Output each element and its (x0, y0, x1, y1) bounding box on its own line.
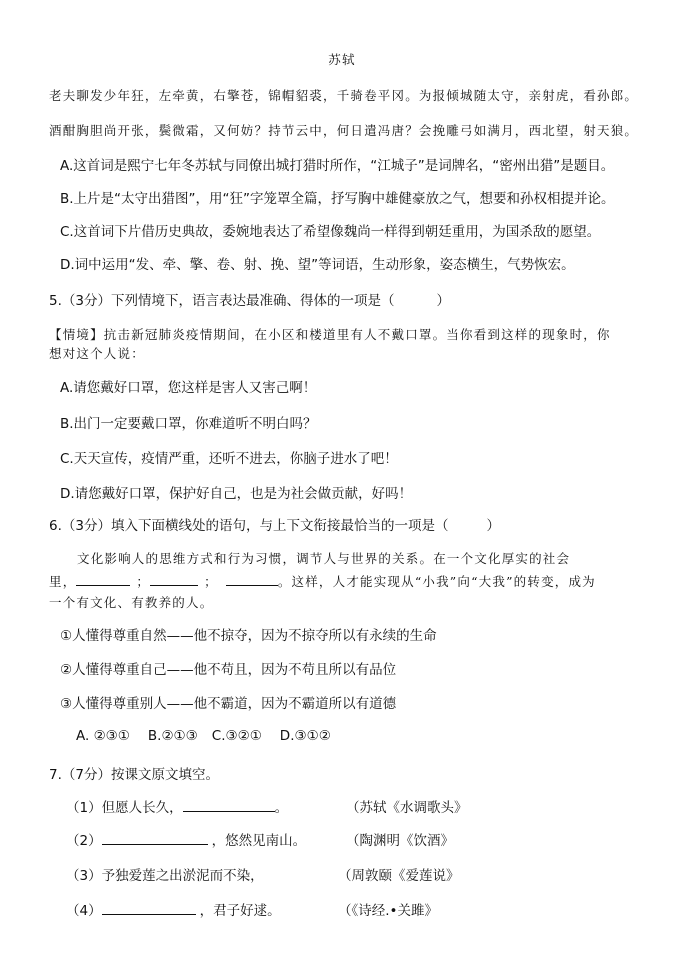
q7-item-2 (66, 829, 306, 849)
q5-context-2: 想对这个人说： (49, 346, 145, 361)
q7-item-1-source: （苏轼《水调歌头》 (346, 800, 468, 816)
q6-blank-3[interactable] (226, 571, 278, 586)
q6-passage-3: 一个有文化、有教养的人。 (49, 595, 214, 610)
q6-stem (49, 514, 500, 534)
q7-item-1-text: （1）但愿人长久， (66, 800, 183, 816)
q5-option-a: A.请您戴好口罩，您这样是害人又害己啊！ (60, 380, 317, 396)
q7-item-2-end: ，悠然见南山。 (211, 833, 307, 849)
q7-item-2-source: （陶渊明《饮酒》 (346, 833, 454, 849)
q6-option-c: C.③②① (211, 728, 262, 744)
q7-item-3-source: （周敦颐《爱莲说》 (338, 868, 460, 884)
poem-line-1: 老夫聊发少年狂，左牵黄，右擎苍，锦帽貂裘，千骑卷平冈。为报倾城随太守，亲射虎，看孙郎。 (49, 88, 639, 103)
q5-stem (49, 289, 450, 309)
q7-blank-2[interactable] (102, 830, 208, 845)
q6-passage-2-end: 。这样，人才能实现从“小我”向“大我”的转变，成为 (277, 574, 596, 589)
q5-stem-end: ） (436, 293, 450, 309)
q6-option-b: B.②①③ (147, 728, 198, 744)
q6-stem-end: ） (486, 518, 500, 534)
q6-stem-text: 6.（3分）填入下面横线处的语句，与上下文衔接最恰当的一项是（ (49, 518, 449, 534)
q4-option-b: B.上片是“太守出猎图”，用“狂”字笼罩全篇，抒写胸中雄健豪放之气，想要和孙权相提并论。 (60, 191, 615, 207)
q7-item-4 (66, 899, 281, 919)
q7-item-3: （3）予独爱莲之出淤泥而不染， (66, 868, 264, 884)
q6-option-a: A. ②③① (76, 728, 130, 744)
q4-option-d: D.词中运用“发、牵、擎、卷、射、挽、望”等词语，生动形象，姿态横生，气势恢宏。 (60, 257, 575, 273)
q6-sentence-3: ③人懂得尊重别人——他不霸道，因为不霸道所以有道德 (60, 696, 397, 712)
q6-blank-1[interactable] (76, 571, 130, 586)
q7-blank-1[interactable] (183, 797, 275, 812)
poem-author: 苏轼 (328, 52, 356, 67)
q6-passage-1: 文化影响人的思维方式和行为习惯，调节人与世界的关系。在一个文化厚实的社会 (77, 551, 571, 566)
q6-passage-2-start: 里， (49, 574, 77, 589)
q6-sep-2: ； (204, 574, 218, 589)
q5-stem-text: 5.（3分）下列情境下，语言表达最准确、得体的一项是（ (49, 293, 395, 309)
q5-option-d: D.请您戴好口罩，保护好自己，也是为社会做贡献，好吗！ (60, 486, 413, 502)
q4-option-c: C.这首词下片借历史典故，委婉地表达了希望像魏尚一样得到朝廷重用，为国杀敌的愿望。 (60, 224, 601, 240)
q6-option-d: D.③①② (279, 728, 331, 744)
poem-line-2: 酒酣胸胆尚开张，鬓微霜，又何妨？持节云中，何日遣冯唐？会挽雕弓如满月，西北望，射天狼。 (49, 123, 639, 138)
q6-sentence-2: ②人懂得尊重自己——他不苟且，因为不苟且所以有品位 (60, 662, 397, 678)
q6-passage-2 (49, 571, 596, 590)
q6-options (76, 728, 331, 744)
q6-blank-2[interactable] (150, 571, 198, 586)
q7-item-4-no: （4） (66, 903, 102, 919)
q7-item-1 (66, 796, 288, 816)
q5-option-c: C.天天宣传，疫情严重，还听不进去，你脑子进水了吧！ (60, 451, 398, 467)
q6-sentence-1: ①人懂得尊重自然——他不掠夺，因为不掠夺所以有永续的生命 (60, 628, 437, 644)
q6-sep-1: ； (136, 574, 151, 589)
q5-option-b: B.出门一定要戴口罩，你难道听不明白吗？ (60, 416, 317, 432)
q7-item-4-source: （《诗经.•关雎》 (338, 903, 439, 919)
q7-stem: 7.（7分）按课文原文填空。 (49, 767, 219, 783)
q5-context-1: 【情境】抗击新冠肺炎疫情期间，在小区和楼道里有人不戴口罩。当你看到这样的现象时，你 (49, 327, 611, 342)
q7-blank-4[interactable] (102, 900, 196, 915)
q4-option-a: A.这首词是熙宁七年冬苏轼与同僚出城打猎时所作，“江城子”是词牌名，“密州出猎”是题目。 (60, 158, 615, 174)
q7-item-1-end: 。 (274, 800, 289, 816)
q7-item-2-no: （2） (66, 833, 102, 849)
q7-item-4-end: ，君子好逑。 (199, 903, 281, 919)
